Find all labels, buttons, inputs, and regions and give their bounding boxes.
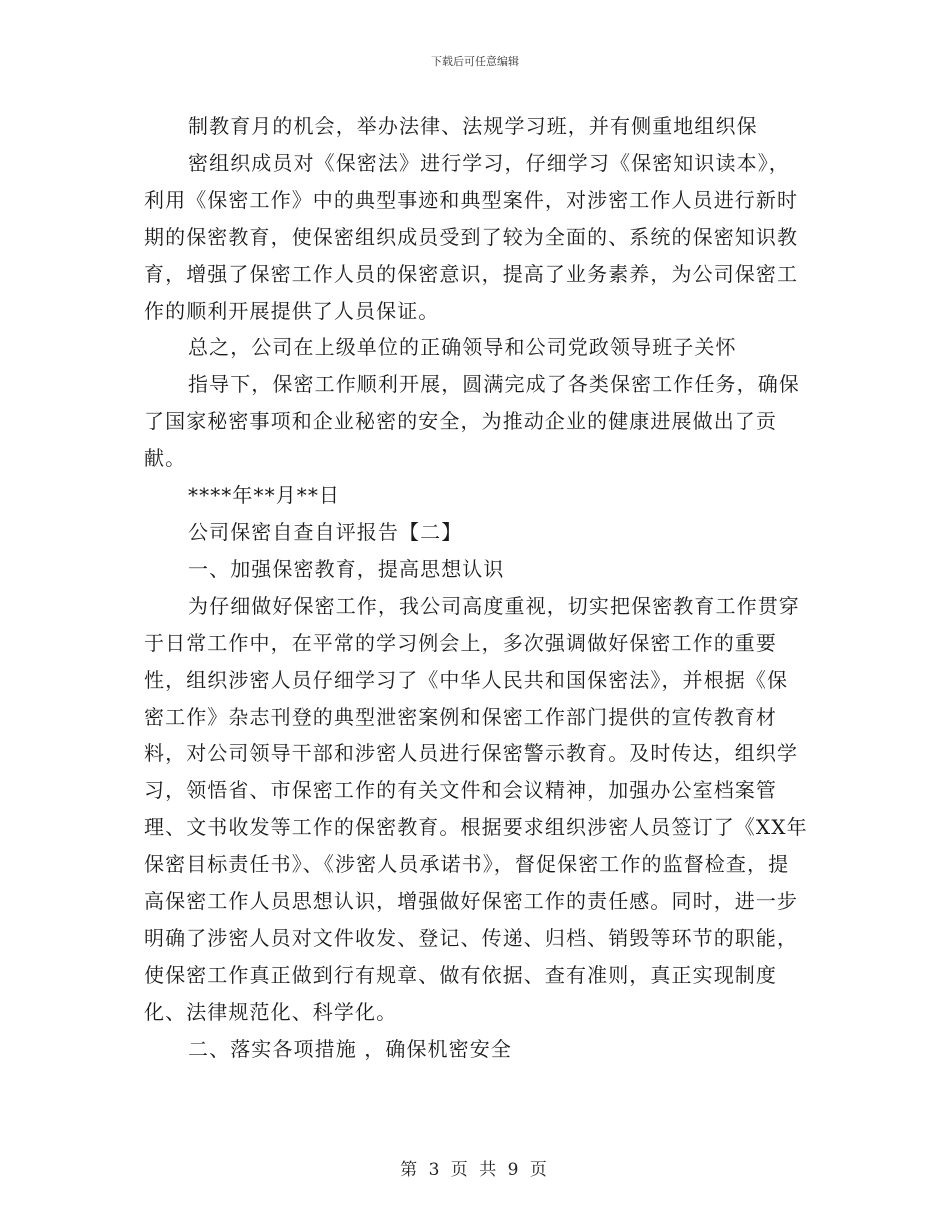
report-date: ****年**月**日	[188, 483, 341, 508]
document-body	[144, 108, 808, 1068]
paragraph-conclusion-intro: 总之，公司在上级单位的正确领导和公司党政领导班子关怀	[188, 335, 737, 360]
paragraph-conclusion: 指导下，保密工作顺利开展，圆满完成了各类保密工作任务，确保了国家秘密事项和企业秘密的安全，为推动企业的健康进展做出了贡献。	[144, 372, 800, 471]
section-body-1: 为仔细做好保密工作，我公司高度重视，切实把保密教育工作贯穿于日常工作中，在平常的学习例会上，多次强调做好保密工作的重要性，组织涉密人员仔细学习了《中华人民共和国保密法》，并根据《保密工作》杂志刊登的典型泄密案例和保密工作部门提供的宣传教育材料，对公司领导干部和涉密人员进行保密警示教育。及时传达，组织学习，领悟省、市保密工作的有关文件和会议精神，加强办公室档案管理、文书收发等工作的保密教育。根据要求组织涉密人员签订了《XX年保密目标责任书》、《涉密人员承诺书》，督促保密工作的监督检查，提高保密工作人员思想认识，增强做好保密工作的责任感。同时，进一步明确了涉密人员对文件收发、登记、传递、归档、销毁等环节的职能，使保密工作真正做到行有规章、做有依据、查有准则，真正实现制度化、法律规范化、科学化。	[144, 593, 808, 1024]
section-heading-2: 二、落实各项措施 ，确保机密安全	[188, 1036, 512, 1061]
section-heading-1: 一、加强保密教育，提高思想认识	[188, 556, 505, 581]
header-note: 下载后可任意编辑	[431, 55, 519, 68]
paragraph-confidentiality-law-study: 密组织成员对《保密法》进行学习，仔细学习《保密知识读本》，利用《保密工作》中的典型事迹和典型案件，对涉密工作人员进行新时期的保密教育，使保密组织成员受到了较为全面的、系统的保密知识教育，增强了保密工作人员的保密意识，提高了业务素养，为公司保密工作的顺利开展提供了人员保证。	[144, 150, 799, 323]
report-title: 公司保密自查自评报告【二】	[188, 519, 463, 544]
page-number: 第 3 页 共 9 页	[400, 1160, 550, 1180]
paragraph-continued: 制教育月的机会，举办法律、法规学习班，并有侧重地组织保	[188, 114, 758, 138]
